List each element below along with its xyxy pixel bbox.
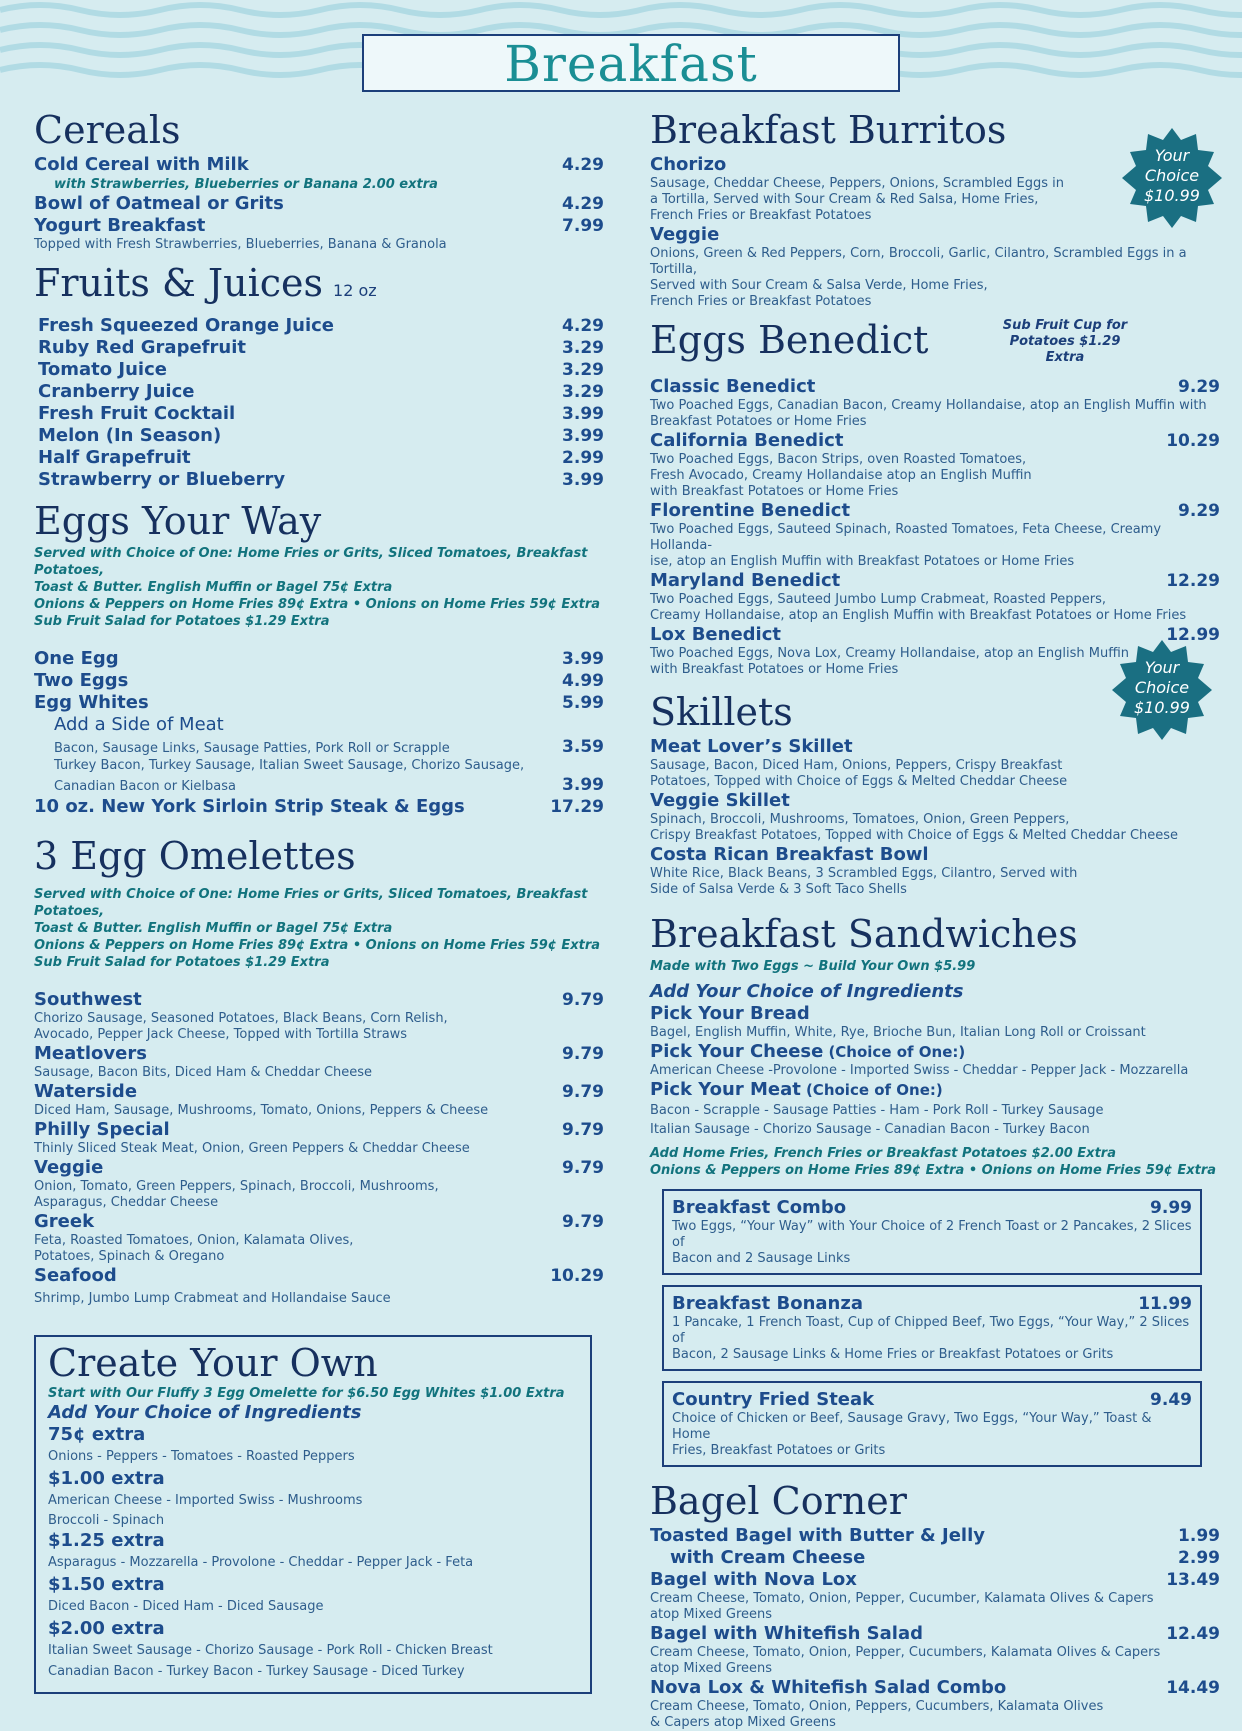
- meat-desc: Italian Sausage - Chorizo Sausage - Canadian Bacon - Turkey Bacon: [650, 1122, 1090, 1137]
- menu-item: [38, 425, 604, 447]
- item-name: Egg Whites: [34, 692, 149, 713]
- item-price: 2.99: [1178, 1548, 1220, 1568]
- tier-list: American Cheese - Imported Swiss - Mushrooms: [48, 1493, 363, 1508]
- benedict-item: [650, 430, 1220, 500]
- item-desc: Feta, Roasted Tomatoes, Onion, Kalamata Olives,: [34, 1233, 354, 1248]
- item-name: Classic Benedict: [650, 376, 816, 397]
- item-name: Meat Lover’s Skillet: [650, 736, 853, 757]
- item-desc: with Breakfast Potatoes or Home Fries: [650, 662, 899, 677]
- sandwiches-extra: Add Home Fries, French Fries or Breakfast Potatoes $2.00 Extra: [650, 1146, 1116, 1161]
- item-desc: Fresh Avocado, Creamy Hollandaise atop an English Muffin: [650, 468, 1032, 483]
- sandwiches-extra: Onions & Peppers on Home Fries 89¢ Extra • Onions on Home Fries 59¢ Extra: [650, 1163, 1217, 1178]
- item-name: Florentine Benedict: [650, 500, 851, 521]
- item-name: Breakfast Bonanza: [672, 1293, 863, 1314]
- combo-box: [662, 1189, 1202, 1275]
- item-name: Seafood: [34, 1265, 117, 1286]
- item-desc: Two Poached Eggs, Sauteed Spinach, Roasted Tomatoes, Feta Cheese, Creamy Hollanda-: [650, 522, 1162, 553]
- bagel-item: [650, 1677, 1220, 1731]
- bagel-item: [650, 1623, 1220, 1677]
- item-price: 3.99: [562, 470, 604, 490]
- create-subheading: Add Your Choice of Ingredients: [48, 1402, 362, 1423]
- item-price: 9.79: [562, 990, 604, 1010]
- item-name: Tomato Juice: [38, 359, 167, 380]
- eggs-note: Sub Fruit Salad for Potatoes $1.29 Extra: [34, 614, 330, 629]
- item-desc: Bacon, 2 Sausage Links & Home Fries or Breakfast Potatoes or Grits: [672, 1347, 1114, 1362]
- item-name: Chorizo: [650, 154, 727, 175]
- meat-desc: Bacon - Scrapple - Sausage Patties - Ham - Pork Roll - Turkey Sausage: [650, 1103, 1104, 1118]
- omelette-item: [34, 1265, 604, 1307]
- item-price: 3.99: [562, 404, 604, 424]
- item-desc: Breakfast Potatoes or Home Fries: [650, 414, 867, 429]
- sandwiches-note: Made with Two Eggs ~ Build Your Own $5.99: [650, 959, 976, 974]
- menu-item: [34, 692, 604, 714]
- badge-line: $10.99: [1134, 698, 1190, 717]
- item-price: 7.99: [562, 216, 604, 236]
- item-desc: Two Poached Eggs, Canadian Bacon, Creamy Hollandaise, atop an English Muffin with: [650, 398, 1207, 413]
- item-name: Waterside: [34, 1081, 138, 1102]
- item-desc: Served with Sour Cream & Salsa Verde, Home Fries,: [650, 278, 988, 293]
- menu-item: [34, 796, 604, 818]
- menu-item: [38, 359, 604, 381]
- left-column: [34, 100, 604, 1694]
- badge-line: Your: [1154, 146, 1190, 165]
- create-heading: Create Your Own: [48, 1341, 378, 1385]
- item-price: 12.29: [1166, 571, 1220, 591]
- item-desc: Two Poached Eggs, Bacon Strips, oven Roasted Tomatoes,: [650, 452, 1027, 467]
- item-price: 14.49: [1166, 1678, 1220, 1698]
- benedict-item: [650, 570, 1220, 624]
- item-desc: French Fries or Breakfast Potatoes: [650, 208, 872, 223]
- combo-box: [662, 1285, 1202, 1371]
- item-name: Cold Cereal with Milk: [34, 154, 249, 175]
- item-price: 3.99: [562, 426, 604, 446]
- burritos-heading: Breakfast Burritos: [650, 108, 1007, 152]
- item-price: 4.99: [562, 671, 604, 691]
- item-desc: a Tortilla, Served with Sour Cream & Red Salsa, Home Fries,: [650, 192, 1039, 207]
- item-desc: atop Mixed Greens: [650, 1661, 773, 1676]
- item-name: Breakfast Combo: [672, 1197, 847, 1218]
- omelettes-note: Onions & Peppers on Home Fries 89¢ Extra • Onions on Home Fries 59¢ Extra: [34, 938, 601, 953]
- side-price: 3.59: [562, 737, 604, 757]
- meat-title-row: [650, 1079, 1220, 1101]
- item-price: 3.29: [562, 338, 604, 358]
- badge-text: [1122, 146, 1222, 206]
- tier-list: Diced Bacon - Diced Ham - Diced Sausage: [48, 1599, 324, 1614]
- item-desc: Creamy Hollandaise, atop an English Muffin with Breakfast Potatoes or Home Fries: [650, 608, 1187, 623]
- omelettes-note: Served with Choice of One: Home Fries or Grits, Sliced Tomatoes, Breakfast Potatoes,: [34, 887, 588, 919]
- item-name: Veggie: [650, 224, 720, 245]
- create-note: Start with Our Fluffy 3 Egg Omelette for $6.50 Egg Whites $1.00 Extra: [48, 1386, 565, 1401]
- item-name: Meatlovers: [34, 1043, 147, 1064]
- fruits-list: [34, 315, 604, 491]
- eggs-heading: Eggs Your Way: [34, 499, 322, 543]
- item-desc: Onion, Tomato, Green Peppers, Spinach, Broccoli, Mushrooms,: [34, 1179, 439, 1194]
- item-name: Nova Lox & Whitefish Salad Combo: [650, 1677, 1007, 1698]
- menu-item: [650, 1525, 1220, 1547]
- item-name: with Cream Cheese: [670, 1547, 866, 1568]
- omelettes-note: Sub Fruit Salad for Potatoes $1.29 Extra: [34, 955, 330, 970]
- item-price: 10.29: [1166, 431, 1220, 451]
- menu-item: [34, 193, 604, 215]
- tier-price: 75¢ extra: [48, 1424, 146, 1445]
- tier-list: Italian Sweet Sausage - Chorizo Sausage - Pork Roll - Chicken Breast: [48, 1643, 493, 1658]
- badge-line: Choice: [1144, 166, 1200, 185]
- item-desc: Fries, Breakfast Potatoes or Grits: [672, 1443, 886, 1458]
- side-row: [34, 736, 604, 758]
- item-price: 1.99: [1178, 1526, 1220, 1546]
- burrito-price-badge: [1122, 128, 1222, 218]
- bagel-heading: Bagel Corner: [650, 1479, 907, 1523]
- eggs-note: Toast & Butter. English Muffin or Bagel 75¢ Extra: [34, 580, 393, 595]
- item-price: 4.29: [562, 316, 604, 336]
- item-desc: Crispy Breakfast Potatoes, Topped with Choice of Eggs & Melted Cheddar Cheese: [650, 828, 1179, 843]
- menu-item: [650, 1547, 1220, 1569]
- skillet-item: [650, 844, 1220, 898]
- tier-list: Broccoli - Spinach: [48, 1513, 165, 1528]
- item-price: 9.99: [1150, 1198, 1192, 1218]
- item-desc: Cream Cheese, Tomato, Onion, Peppers, Cucumbers, Kalamata Olives: [650, 1699, 1104, 1714]
- tier-price: $1.50 extra: [48, 1574, 165, 1595]
- item-desc: Two Poached Eggs, Nova Lox, Creamy Hollandaise, atop an English Muffin: [650, 646, 1130, 661]
- burrito-item: [650, 224, 1220, 310]
- item-name: Fresh Fruit Cocktail: [38, 403, 236, 424]
- item-price: 9.29: [1178, 501, 1220, 521]
- item-price: 13.49: [1166, 1570, 1220, 1590]
- sandwiches-subheading: Add Your Choice of Ingredients: [650, 981, 964, 1002]
- item-price: 2.99: [562, 448, 604, 468]
- tier-price: $2.00 extra: [48, 1618, 165, 1639]
- tier-list: Canadian Bacon - Turkey Bacon - Turkey Sausage - Diced Turkey: [48, 1664, 465, 1679]
- menu-item: [38, 337, 604, 359]
- omelettes-note: Toast & Butter. English Muffin or Bagel 75¢ Extra: [34, 921, 393, 936]
- side-desc: Canadian Bacon or Kielbasa: [54, 779, 236, 794]
- omelette-item: [34, 1043, 604, 1081]
- item-price: 3.99: [562, 649, 604, 669]
- side-row: [34, 774, 604, 796]
- benedict-note-line: Sub Fruit Cup for: [1002, 318, 1128, 333]
- item-note: with Strawberries, Blueberries or Banana 2.00 extra: [54, 177, 438, 192]
- item-desc: Potatoes, Topped with Choice of Eggs & Melted Cheddar Cheese: [650, 774, 1068, 789]
- item-price: 9.49: [1150, 1390, 1192, 1410]
- item-desc: Choice of Chicken or Beef, Sausage Gravy, Two Eggs, “Your Way,” Toast & Home: [672, 1411, 1152, 1442]
- eggs-note: Served with Choice of One: Home Fries or Grits, Sliced Tomatoes, Breakfast Potatoes,: [34, 546, 588, 578]
- menu-item: [34, 648, 604, 670]
- item-name: Country Fried Steak: [672, 1389, 875, 1410]
- item-name: Strawberry or Blueberry: [38, 469, 286, 490]
- item-price: 9.79: [562, 1212, 604, 1232]
- meat-choice: (Choice of One:): [805, 1081, 943, 1099]
- skillet-item: [650, 736, 1220, 790]
- item-name: Melon (In Season): [38, 425, 222, 446]
- menu-title-box: [362, 34, 900, 92]
- side-desc: Bacon, Sausage Links, Sausage Patties, Pork Roll or Scrapple: [54, 741, 450, 756]
- item-desc: Diced Ham, Sausage, Mushrooms, Tomato, Onions, Peppers & Cheese: [34, 1103, 489, 1118]
- item-name: Greek: [34, 1211, 95, 1232]
- item-desc: Onions, Green & Red Peppers, Corn, Broccoli, Garlic, Cilantro, Scrambled Eggs in a Tortilla,: [650, 246, 1187, 277]
- item-desc: Sausage, Bacon, Diced Ham, Onions, Peppers, Crispy Breakfast: [650, 758, 1063, 773]
- badge-line: Choice: [1134, 678, 1190, 697]
- meat-title: Pick Your Meat: [650, 1079, 801, 1100]
- benedict-note-line: Potatoes $1.29 Extra: [1009, 334, 1121, 365]
- item-price: 10.29: [550, 1266, 604, 1286]
- omelette-item: [34, 989, 604, 1043]
- item-desc: Cream Cheese, Tomato, Onion, Pepper, Cucumbers, Kalamata Olives & Capers: [650, 1645, 1161, 1660]
- item-price: 4.29: [562, 194, 604, 214]
- combo-box: [662, 1381, 1202, 1467]
- tier-list: Asparagus - Mozzarella - Provolone - Cheddar - Pepper Jack - Feta: [48, 1555, 474, 1570]
- item-name: Ruby Red Grapefruit: [38, 337, 246, 358]
- cheese-choice: (Choice of One:): [828, 1043, 966, 1061]
- item-price: 3.29: [562, 382, 604, 402]
- item-price: 17.29: [550, 797, 604, 817]
- item-price: 9.79: [562, 1158, 604, 1178]
- item-name: Fresh Squeezed Orange Juice: [38, 315, 334, 336]
- item-desc: with Breakfast Potatoes or Home Fries: [650, 484, 899, 499]
- item-price: 12.49: [1166, 1624, 1220, 1644]
- item-desc: ise, atop an English Muffin with Breakfast Potatoes or Home Fries: [650, 554, 1075, 569]
- menu-item: [34, 670, 604, 692]
- item-price: 3.29: [562, 360, 604, 380]
- side-desc: Turkey Bacon, Turkey Sausage, Italian Sweet Sausage, Chorizo Sausage,: [54, 758, 525, 773]
- skillet-price-badge: [1112, 640, 1212, 730]
- item-name: Bagel with Whitefish Salad: [650, 1623, 923, 1644]
- item-price: 9.79: [562, 1120, 604, 1140]
- item-desc: Topped with Fresh Strawberries, Blueberries, Banana & Granola: [34, 237, 447, 252]
- item-desc: Sausage, Cheddar Cheese, Peppers, Onions, Scrambled Eggs in: [650, 176, 1064, 191]
- item-price: 9.79: [562, 1082, 604, 1102]
- item-desc: Avocado, Pepper Jack Cheese, Topped with Tortilla Straws: [34, 1027, 408, 1042]
- omelettes-heading: 3 Egg Omelettes: [34, 834, 356, 878]
- item-price: 9.79: [562, 1044, 604, 1064]
- item-desc: Thinly Sliced Steak Meat, Onion, Green Peppers & Cheddar Cheese: [34, 1141, 470, 1156]
- menu-item: [38, 315, 604, 337]
- badge-line: $10.99: [1144, 186, 1200, 205]
- benedict-item: [650, 500, 1220, 570]
- item-desc: Shrimp, Jumbo Lump Crabmeat and Hollandaise Sauce: [34, 1291, 391, 1306]
- item-name: Two Eggs: [34, 670, 129, 691]
- item-desc: Cream Cheese, Tomato, Onion, Pepper, Cucumber, Kalamata Olives & Capers: [650, 1591, 1154, 1606]
- cheese-title: Pick Your Cheese: [650, 1041, 824, 1062]
- item-name: Veggie Skillet: [650, 790, 790, 811]
- item-name: Yogurt Breakfast: [34, 215, 206, 236]
- benedict-item: [650, 376, 1220, 430]
- side-of-meat-title: Add a Side of Meat: [54, 714, 224, 735]
- item-name: Veggie: [34, 1157, 104, 1178]
- menu-title: Breakfast: [504, 35, 758, 93]
- fruits-unit: 12 oz: [333, 281, 377, 300]
- bread-title: Pick Your Bread: [650, 1003, 810, 1024]
- menu-item: [38, 469, 604, 491]
- menu-item: [38, 403, 604, 425]
- cheese-desc: American Cheese -Provolone - Imported Swiss - Cheddar - Pepper Jack - Mozzarella: [650, 1063, 1189, 1078]
- tier-price: $1.25 extra: [48, 1530, 165, 1551]
- item-desc: Bacon and 2 Sausage Links: [672, 1251, 851, 1266]
- item-price: 4.29: [562, 155, 604, 175]
- menu-item: [34, 154, 604, 176]
- item-name: California Benedict: [650, 430, 844, 451]
- badge-line: Your: [1144, 658, 1180, 677]
- item-name: Half Grapefruit: [38, 447, 191, 468]
- item-name: Toasted Bagel with Butter & Jelly: [650, 1525, 985, 1546]
- item-desc: Two Eggs, “Your Way” with Your Choice of 2 French Toast or 2 Pancakes, 2 Slices of: [672, 1219, 1192, 1250]
- item-desc: Asparagus, Cheddar Cheese: [34, 1195, 219, 1210]
- omelette-item: [34, 1157, 604, 1211]
- item-desc: Sausage, Bacon Bits, Diced Ham & Cheddar Cheese: [34, 1065, 373, 1080]
- item-name: One Egg: [34, 648, 119, 669]
- menu-item: [38, 447, 604, 469]
- fruits-heading: [34, 261, 604, 313]
- omelette-item: [34, 1119, 604, 1157]
- item-desc: Potatoes, Spinach & Oregano: [34, 1249, 225, 1264]
- omelette-item: [34, 1081, 604, 1119]
- skillets-heading: Skillets: [650, 690, 793, 734]
- item-desc: French Fries or Breakfast Potatoes: [650, 294, 872, 309]
- item-desc: Side of Salsa Verde & 3 Soft Taco Shells: [650, 882, 907, 897]
- sandwiches-heading: Breakfast Sandwiches: [650, 912, 1078, 956]
- item-name: Philly Special: [34, 1119, 170, 1140]
- item-desc: Two Poached Eggs, Sauteed Jumbo Lump Crabmeat, Roasted Peppers,: [650, 592, 1107, 607]
- item-name: Southwest: [34, 989, 142, 1010]
- item-price: 12.99: [1166, 625, 1220, 645]
- bagel-item: [650, 1569, 1220, 1623]
- badge-text: [1112, 658, 1212, 718]
- eggs-note: Onions & Peppers on Home Fries 89¢ Extra • Onions on Home Fries 59¢ Extra: [34, 597, 601, 612]
- fruits-heading-text: Fruits & Juices: [34, 261, 324, 305]
- item-price: 9.29: [1178, 377, 1220, 397]
- menu-item: [34, 215, 604, 237]
- item-price: 5.99: [562, 693, 604, 713]
- bread-desc: Bagel, English Muffin, White, Rye, Brioche Bun, Italian Long Roll or Croissant: [650, 1025, 1146, 1040]
- item-name: Lox Benedict: [650, 624, 781, 645]
- skillet-item: [650, 790, 1220, 844]
- side-price: 3.99: [562, 775, 604, 795]
- item-desc: Chorizo Sausage, Seasoned Potatoes, Black Beans, Corn Relish,: [34, 1011, 448, 1026]
- item-price: 11.99: [1138, 1294, 1192, 1314]
- benedict-heading: Eggs Benedict: [650, 318, 929, 362]
- item-desc: 1 Pancake, 1 French Toast, Cup of Chipped Beef, Two Eggs, “Your Way,” 2 Slices of: [672, 1315, 1190, 1346]
- item-name: 10 oz. New York Sirloin Strip Steak & Eggs: [34, 796, 465, 817]
- omelette-item: [34, 1211, 604, 1265]
- cereals-heading: Cereals: [34, 108, 181, 152]
- item-name: Bowl of Oatmeal or Grits: [34, 193, 284, 214]
- tier-list: Onions - Peppers - Tomatoes - Roasted Peppers: [48, 1449, 355, 1464]
- item-name: Costa Rican Breakfast Bowl: [650, 844, 929, 865]
- item-name: Bagel with Nova Lox: [650, 1569, 857, 1590]
- create-your-own-box: [34, 1335, 592, 1694]
- item-desc: & Capers atop Mixed Greens: [650, 1715, 836, 1730]
- item-desc: Spinach, Broccoli, Mushrooms, Tomatoes, Onion, Green Peppers,: [650, 812, 1070, 827]
- cheese-title-row: [650, 1041, 1220, 1063]
- menu-item: [38, 381, 604, 403]
- item-desc: atop Mixed Greens: [650, 1607, 773, 1622]
- item-name: Cranberry Juice: [38, 381, 195, 402]
- item-name: Maryland Benedict: [650, 570, 841, 591]
- benedict-note: [990, 318, 1140, 366]
- tier-price: $1.00 extra: [48, 1468, 165, 1489]
- item-desc: White Rice, Black Beans, 3 Scrambled Eggs, Cilantro, Served with: [650, 866, 1078, 881]
